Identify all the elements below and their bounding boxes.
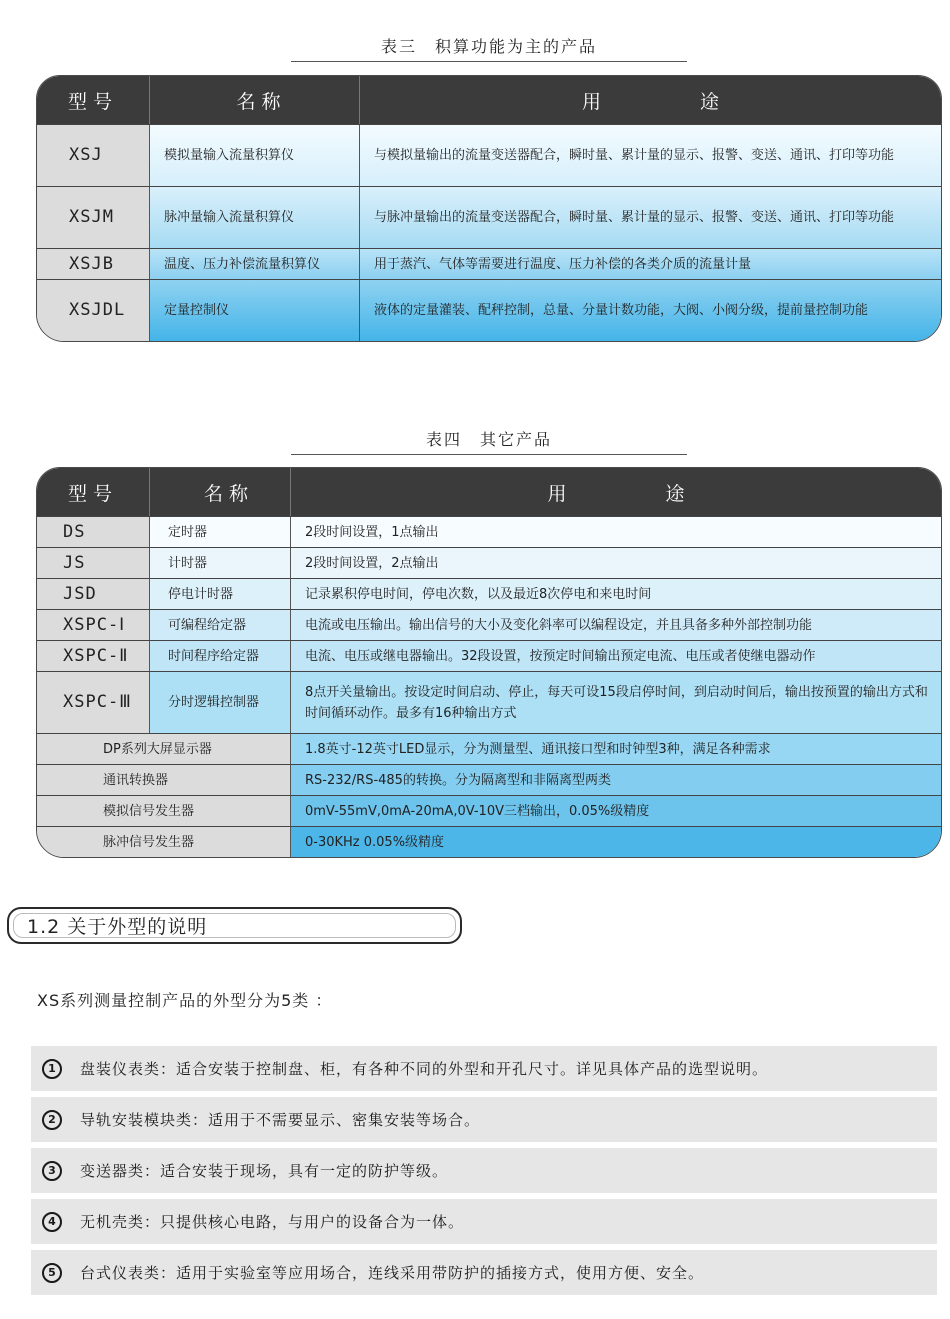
list-item xyxy=(31,1148,937,1193)
name-cell: 定量控制仪 xyxy=(150,280,360,341)
circled-number: 5 xyxy=(42,1263,62,1283)
section-heading: 1.2 关于外型的说明 xyxy=(7,907,462,944)
list-item xyxy=(31,1046,937,1091)
use-cell: 0-30KHz 0.05%级精度 xyxy=(291,827,941,857)
table4 xyxy=(36,467,942,858)
use-cell: 2段时间设置，2点输出 xyxy=(291,548,941,578)
list-item-text: 变送器类：适合安装于现场，具有一定的防护等级。 xyxy=(80,1162,449,1180)
list-item-text: 无机壳类：只提供核心电路，与用户的设备合为一体。 xyxy=(80,1213,465,1231)
span-name-cell: 模拟信号发生器 xyxy=(37,796,291,826)
table4-header xyxy=(37,468,941,516)
table4-header-name: 名称 xyxy=(150,468,291,516)
model-cell: XSPC-Ⅰ xyxy=(37,610,150,640)
name-cell: 脉冲量输入流量积算仪 xyxy=(150,187,360,248)
table4-header-model: 型号 xyxy=(37,468,150,516)
use-cell: 2段时间设置，1点输出 xyxy=(291,517,941,547)
name-cell: 模拟量输入流量积算仪 xyxy=(150,125,360,186)
table3-title: 表三 积算功能为主的产品 xyxy=(291,34,687,62)
table-row xyxy=(37,795,941,826)
table-row xyxy=(37,279,941,341)
model-cell: XSJM xyxy=(37,187,150,248)
table-row xyxy=(37,186,941,248)
circled-number: 3 xyxy=(42,1161,62,1181)
model-cell: DS xyxy=(37,517,150,547)
table4-title: 表四 其它产品 xyxy=(291,427,687,455)
model-cell: XSPC-Ⅱ xyxy=(37,641,150,671)
span-name-cell: 脉冲信号发生器 xyxy=(37,827,291,857)
section-intro: XS系列测量控制产品的外型分为5类 ： xyxy=(37,991,333,1010)
circled-number: 1 xyxy=(42,1059,62,1079)
model-cell: XSPC-Ⅲ xyxy=(37,672,150,733)
list-item-text: 台式仪表类：适用于实验室等应用场合，连线采用带防护的插接方式，使用方便、安全。 xyxy=(80,1264,705,1282)
table-row xyxy=(37,671,941,733)
model-cell: XSJB xyxy=(37,249,150,279)
span-name-cell: DP系列大屏显示器 xyxy=(37,734,291,764)
table-row xyxy=(37,609,941,640)
use-cell: 8点开关量输出。按设定时间启动、停止，每天可设15段启停时间，到启动时间后，输出按预置的输出方式和时间循环动作。最多有16种输出方式 xyxy=(291,672,941,733)
name-cell: 分时逻辑控制器 xyxy=(150,672,291,733)
use-cell: 电流、电压或继电器输出。32段设置，按预定时间输出预定电流、电压或者使继电器动作 xyxy=(291,641,941,671)
span-name-cell: 通讯转换器 xyxy=(37,765,291,795)
table-row xyxy=(37,248,941,279)
name-cell: 时间程序给定器 xyxy=(150,641,291,671)
circled-number: 4 xyxy=(42,1212,62,1232)
model-cell: JS xyxy=(37,548,150,578)
table-row xyxy=(37,764,941,795)
table-row xyxy=(37,826,941,857)
circled-number: 2 xyxy=(42,1110,62,1130)
name-cell: 温度、压力补偿流量积算仪 xyxy=(150,249,360,279)
name-cell: 定时器 xyxy=(150,517,291,547)
table3 xyxy=(36,75,942,342)
use-cell: 液体的定量灌装、配秤控制，总量、分量计数功能，大阀、小阀分级，提前量控制功能 xyxy=(360,280,941,341)
table-row xyxy=(37,516,941,547)
table3-header-name: 名称 xyxy=(150,76,360,124)
table-row xyxy=(37,640,941,671)
table-row xyxy=(37,733,941,764)
list-item-text: 导轨安装模块类：适用于不需要显示、密集安装等场合。 xyxy=(80,1111,481,1129)
model-cell: XSJDL xyxy=(37,280,150,341)
list-item xyxy=(31,1097,937,1142)
use-cell: 用于蒸汽、气体等需要进行温度、压力补偿的各类介质的流量计量 xyxy=(360,249,941,279)
list-item xyxy=(31,1199,937,1244)
use-cell: 电流或电压输出。输出信号的大小及变化斜率可以编程设定，并且具备多种外部控制功能 xyxy=(291,610,941,640)
name-cell: 可编程给定器 xyxy=(150,610,291,640)
use-cell: 与模拟量输出的流量变送器配合，瞬时量、累计量的显示、报警、变送、通讯、打印等功能 xyxy=(360,125,941,186)
table3-header-use: 用 途 xyxy=(581,90,759,113)
use-cell: 1.8英寸-12英寸LED显示，分为测量型、通讯接口型和时钟型3种，满足各种需求 xyxy=(291,734,941,764)
table-row xyxy=(37,578,941,609)
table4-header-use: 用 途 xyxy=(547,482,725,505)
model-cell: XSJ xyxy=(37,125,150,186)
table-row xyxy=(37,547,941,578)
use-cell: 0mV-55mV,0mA-20mA,0V-10V三档输出，0.05%级精度 xyxy=(291,796,941,826)
name-cell: 计时器 xyxy=(150,548,291,578)
use-cell: 与脉冲量输出的流量变送器配合，瞬时量、累计量的显示、报警、变送、通讯、打印等功能 xyxy=(360,187,941,248)
use-cell: RS-232/RS-485的转换。分为隔离型和非隔离型两类 xyxy=(291,765,941,795)
model-cell: JSD xyxy=(37,579,150,609)
table3-header-model: 型号 xyxy=(37,76,150,124)
table-row xyxy=(37,124,941,186)
name-cell: 停电计时器 xyxy=(150,579,291,609)
use-cell: 记录累积停电时间，停电次数，以及最近8次停电和来电时间 xyxy=(291,579,941,609)
list-item-text: 盘装仪表类：适合安装于控制盘、柜，有各种不同的外型和开孔尺寸。详见具体产品的选型说明。 xyxy=(80,1060,769,1078)
list-item xyxy=(31,1250,937,1295)
table3-header xyxy=(37,76,941,124)
